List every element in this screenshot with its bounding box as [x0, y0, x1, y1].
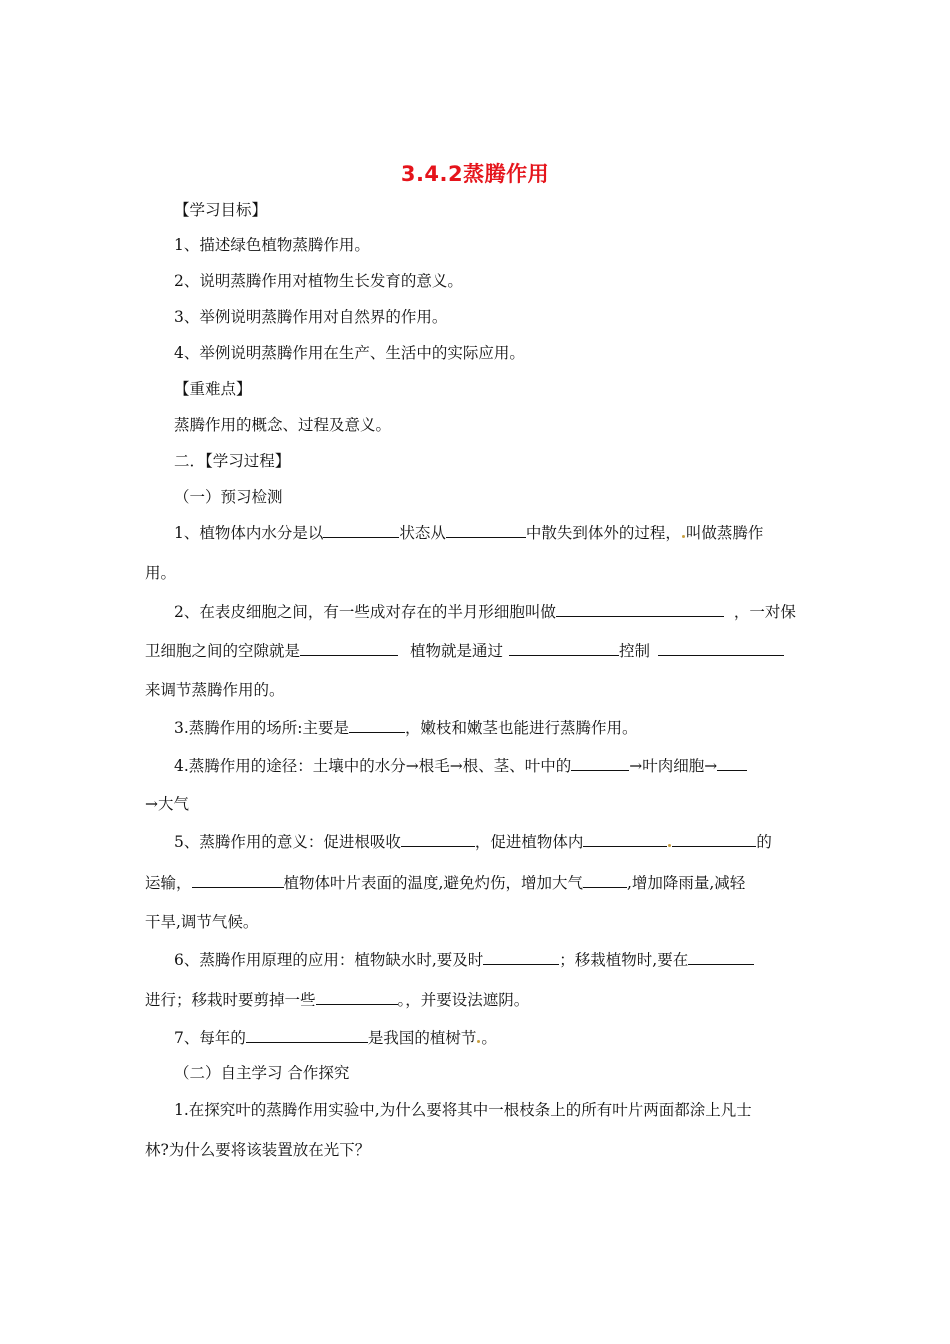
question-5-cont: 干旱,调节气候。 — [145, 913, 259, 931]
question-2-cont: 卫细胞之间的空隙就是 植物就是通过 控制 — [145, 641, 784, 661]
fill-blank[interactable] — [300, 641, 398, 656]
self-study-header: （二）自主学习 合作探究 — [174, 1064, 350, 1082]
study-question-1-cont: 林?为什么要将该装置放在光下？ — [145, 1141, 371, 1159]
fill-blank[interactable] — [717, 756, 747, 771]
key-points-header: 【重难点】 — [174, 380, 252, 398]
question-5-cont: 运输， 植物体叶片表面的温度,避免灼伤，增加大气 ,增加降雨量,减轻 — [145, 874, 746, 892]
question-2: 2、在表皮细胞之间，有一些成对存在的半月形细胞叫做 ，一对保 — [174, 603, 796, 621]
page-title: 3.4.2蒸腾作用 — [400, 162, 550, 186]
question-6: 6、蒸腾作用原理的应用：植物缺水时,要及时 ；移栽植物时,要在 — [174, 950, 754, 970]
fill-blank[interactable] — [583, 873, 627, 888]
key-points-text: 蒸腾作用的概念、过程及意义。 — [174, 416, 392, 434]
fill-blank[interactable] — [316, 990, 398, 1005]
fill-blank[interactable] — [571, 756, 629, 771]
fill-blank[interactable] — [446, 523, 526, 538]
question-1-cont: 用。 — [145, 564, 177, 582]
fill-blank[interactable] — [246, 1028, 368, 1043]
question-7: 7、每年的 是我国的植树节 。 — [174, 1029, 497, 1047]
goal-item: 2、说明蒸腾作用对植物生长发育的意义。 — [174, 272, 463, 290]
fill-blank[interactable] — [658, 641, 784, 656]
question-4-cont: →大气 — [145, 795, 189, 813]
fill-blank[interactable] — [509, 641, 619, 656]
question-1: 1、植物体内水分是以 状态从 中散失到体外的过程， 叫做蒸腾作 — [174, 524, 764, 542]
fill-blank[interactable] — [323, 523, 399, 538]
question-2-cont: 来调节蒸腾作用的。 — [145, 681, 285, 699]
goal-item: 3、举例说明蒸腾作用对自然界的作用。 — [174, 308, 448, 326]
question-6-cont: 进行；移栽时要剪掉一些 。，并要设法遮阴。 — [145, 991, 530, 1009]
fill-blank[interactable] — [349, 718, 405, 733]
goal-item: 4、举例说明蒸腾作用在生产、生活中的实际应用。 — [174, 344, 525, 362]
study-question-1: 1.在探究叶的蒸腾作用实验中,为什么要将其中一根枝条上的所有叶片两面都涂上凡士 — [174, 1101, 752, 1119]
process-header: 二．【学习过程】 — [174, 452, 291, 470]
fill-blank[interactable] — [401, 832, 475, 847]
fill-blank[interactable] — [556, 602, 724, 617]
question-5: 5、蒸腾作用的意义：促进根吸收 ，促进植物体内 的 — [174, 833, 772, 851]
fill-blank[interactable] — [192, 873, 284, 888]
goal-item: 1、描述绿色植物蒸腾作用。 — [174, 236, 370, 254]
fill-blank[interactable] — [583, 832, 667, 847]
preview-header: （一）预习检测 — [174, 488, 283, 506]
question-4: 4.蒸腾作用的途径：土壤中的水分→根毛→根、茎、叶中的 →叶肉细胞→ — [174, 756, 747, 776]
fill-blank[interactable] — [688, 950, 754, 965]
fill-blank[interactable] — [483, 950, 559, 965]
fill-blank[interactable] — [672, 832, 756, 847]
question-3: 3.蒸腾作用的场所:主要是 ，嫩枝和嫩茎也能进行蒸腾作用。 — [174, 719, 638, 737]
goals-header: 【学习目标】 — [174, 201, 268, 219]
